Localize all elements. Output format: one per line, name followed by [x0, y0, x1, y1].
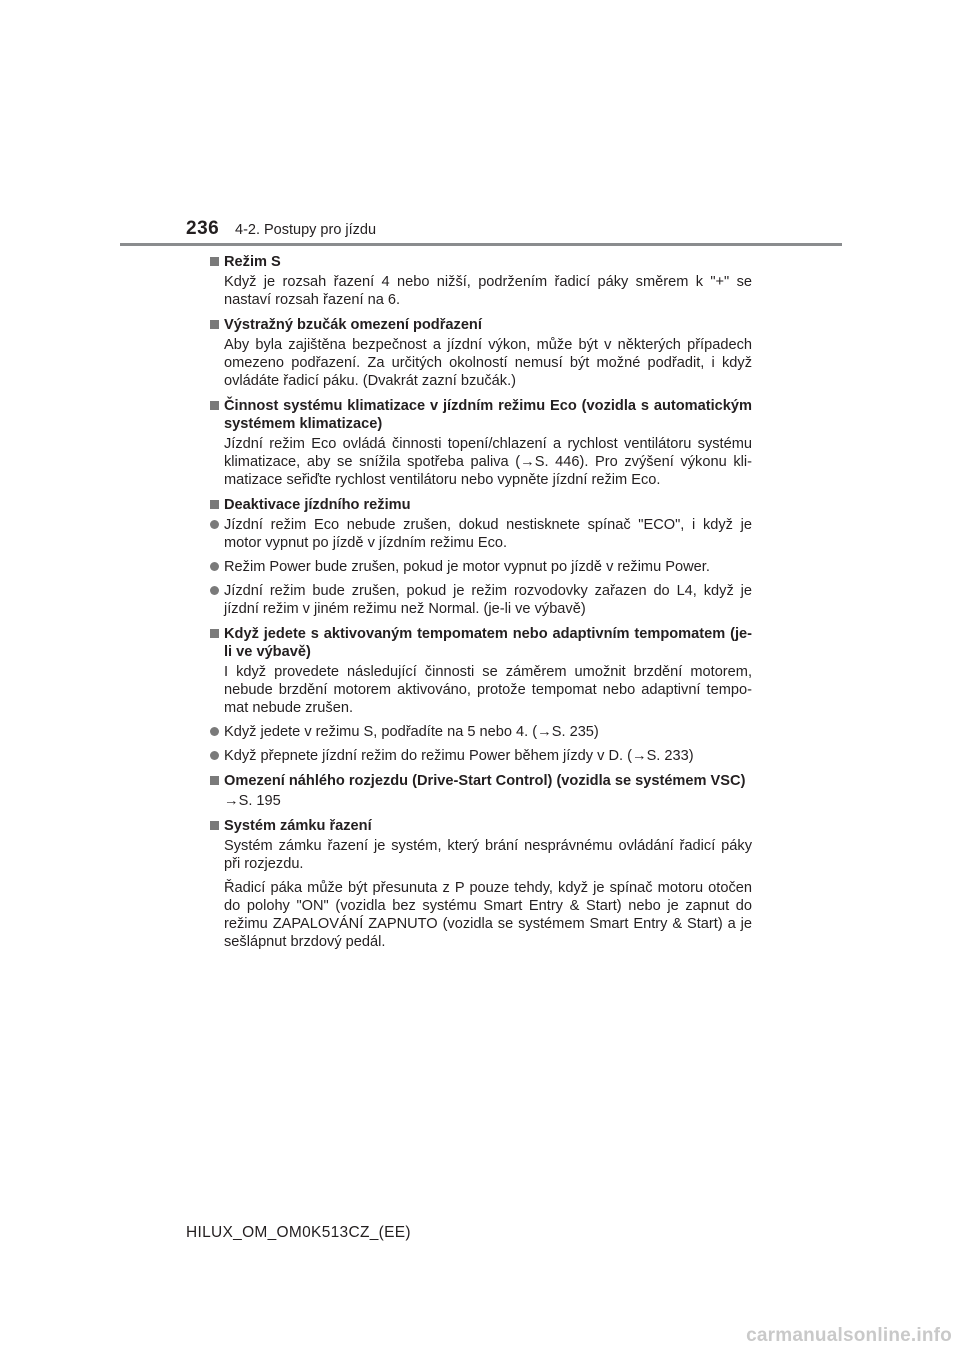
- section-paragraph: I když provedete následující činnosti se záměrem umožnit brzdění motorem, nebude brzdění motorem aktivováno, protože tempomat nebo adaptivní tempomat nebude zrušen.: [224, 664, 752, 716]
- round-bullet-icon: [210, 562, 219, 571]
- section-title: Činnost systému klimatizace v jízdním režimu Eco (vozidla s automatickým systémem klimatizace): [224, 398, 752, 432]
- round-bullet-icon: [210, 751, 219, 760]
- page-header: [0, 0, 960, 250]
- square-bullet-icon: [210, 629, 219, 638]
- section-shift-lock: [210, 817, 752, 951]
- section-paragraph: Když je rozsah řazení 4 nebo nižší, podržením řadicí páky směrem k "+" se nastaví rozsah řazení na 6.: [224, 274, 752, 308]
- list-item-text: Režim Power bude zrušen, pokud je motor vypnut po jízdě v režimu Power.: [224, 559, 710, 575]
- list-item: [210, 723, 752, 741]
- section-eco-climate: [210, 397, 752, 489]
- section-drive-start-control: [210, 772, 752, 810]
- section-title: Režim S: [224, 254, 281, 270]
- list-item-text: Když přepnete jízdní režim do režimu Power během jízdy v D. (→S. 233): [224, 748, 694, 764]
- section-cruise-control: [210, 625, 752, 765]
- list-item: [210, 747, 752, 765]
- watermark: carmanualsonline.info: [746, 1325, 952, 1346]
- section-paragraph: Jízdní režim Eco ovládá činnosti topení/chlazení a rychlost ventilátoru systému klimatizace, aby se snížila spotřeba paliva (→S. 446). Pro zvýšení výkonu klimatizace seřiďte rychlost ventilátoru nebo vypněte jízdní režim Eco.: [224, 436, 752, 488]
- section-paragraph: Řadicí páka může být přesunuta z P pouze tehdy, když je spínač motoru otočen do polohy "ON" (vozidla bez systému Smart Entry & Start) nebo je zapnut do režimu ZAPALOVÁNÍ ZAPNUTO (vozidla se systémem Smart Entry & Start) a je sešlápnut brzdový pedál.: [224, 880, 752, 950]
- square-bullet-icon: [210, 821, 219, 830]
- page-content: [210, 253, 752, 958]
- square-bullet-icon: [210, 257, 219, 266]
- header-divider: [120, 243, 842, 246]
- list-item-text: Když jedete v režimu S, podřadíte na 5 nebo 4. (→S. 235): [224, 724, 599, 740]
- square-bullet-icon: [210, 401, 219, 410]
- section-mode-deactivation: [210, 496, 752, 618]
- square-bullet-icon: [210, 320, 219, 329]
- round-bullet-icon: [210, 520, 219, 529]
- list-item: [210, 582, 752, 618]
- document-code: HILUX_OM_OM0K513CZ_(EE): [186, 1224, 411, 1241]
- round-bullet-icon: [210, 727, 219, 736]
- section-paragraph: Systém zámku řazení je systém, který brání nesprávnému ovládání řadicí páky při rozjezdu.: [224, 838, 752, 872]
- square-bullet-icon: [210, 500, 219, 509]
- round-bullet-icon: [210, 586, 219, 595]
- section-title: Systém zámku řazení: [224, 818, 372, 834]
- section-title: Omezení náhlého rozjezdu (Drive-Start Control) (vozidla se systémem VSC): [224, 773, 746, 789]
- section-rezim-s: [210, 253, 752, 309]
- section-title: Deaktivace jízdního režimu: [224, 497, 411, 513]
- section-downshift-buzzer: [210, 316, 752, 390]
- list-item-text: Jízdní režim Eco nebude zrušen, dokud nestisknete spínač "ECO", i když je motor vypnut po jízdě v jízdním režimu Eco.: [224, 517, 752, 551]
- list-item-text: Jízdní režim bude zrušen, pokud je režim rozvodovky zařazen do L4, když je jízdní režim v jiném režimu než Normal. (je-li ve výbavě): [224, 583, 752, 617]
- section-title: Když jedete s aktivovaným tempomatem nebo adaptivním tempomatem (je-li ve výbavě): [224, 626, 752, 660]
- page-number: 236: [186, 218, 220, 239]
- section-paragraph: Aby byla zajištěna bezpečnost a jízdní výkon, může být v některých případech omezeno podřazení. Za určitých okolností nemusí být možné podřadit, i když ovládáte řadicí páku. (Dvakrát zazní bzučák.): [224, 337, 752, 389]
- square-bullet-icon: [210, 776, 219, 785]
- list-item: [210, 516, 752, 552]
- chapter-title: 4-2. Postupy pro jízdu: [235, 222, 377, 238]
- section-title: Výstražný bzučák omezení podřazení: [224, 317, 482, 333]
- list-item: [210, 558, 752, 576]
- page-reference: →S. 195: [224, 793, 281, 809]
